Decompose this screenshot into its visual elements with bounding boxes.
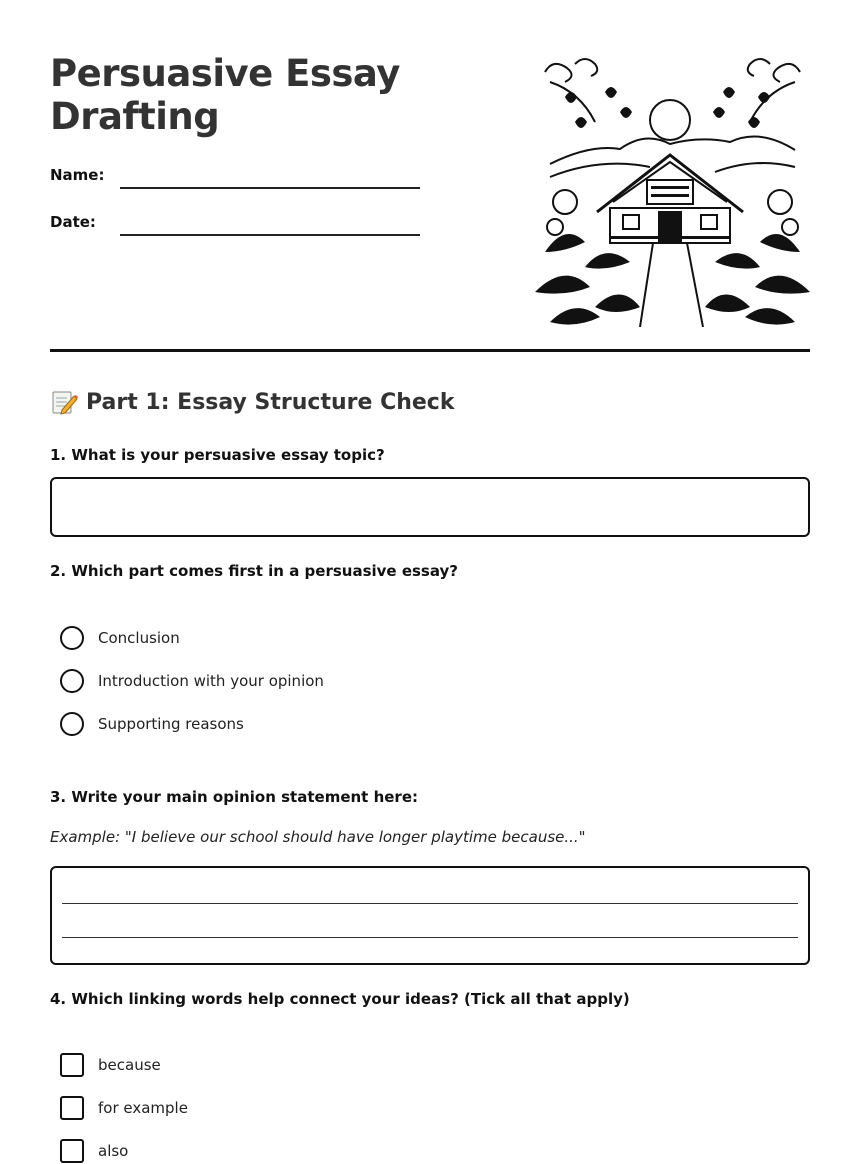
topic-answer-box[interactable] bbox=[50, 477, 810, 537]
checkbox-option[interactable] bbox=[60, 1095, 188, 1121]
checkbox-icon[interactable] bbox=[60, 1053, 84, 1077]
section-title-text: Part 1: Essay Structure Check bbox=[86, 389, 455, 415]
memo-icon bbox=[50, 388, 78, 416]
checkbox-icon[interactable] bbox=[60, 1096, 84, 1120]
radio-option-label: Supporting reasons bbox=[98, 715, 244, 733]
question-4: 4. Which linking words help connect your ideas? (Tick all that apply) bbox=[50, 990, 630, 1008]
date-label: Date: bbox=[50, 213, 96, 231]
section-title-part1 bbox=[50, 388, 454, 416]
name-field[interactable] bbox=[120, 187, 420, 189]
radio-circle-icon[interactable] bbox=[60, 669, 84, 693]
question-2: 2. Which part comes first in a persuasive essay? bbox=[50, 562, 458, 580]
worksheet-page bbox=[50, 0, 810, 1161]
checkbox-option[interactable] bbox=[60, 1138, 128, 1164]
checkbox-option-label: also bbox=[98, 1142, 129, 1160]
writing-line bbox=[62, 903, 798, 904]
checkbox-icon[interactable] bbox=[60, 1139, 84, 1163]
radio-option-label: Conclusion bbox=[98, 629, 180, 647]
opinion-answer-box[interactable] bbox=[50, 866, 810, 965]
radio-option[interactable] bbox=[60, 625, 180, 651]
checkbox-option[interactable] bbox=[60, 1052, 161, 1078]
house-in-jungle-illustration-icon bbox=[535, 52, 810, 327]
name-label: Name: bbox=[50, 166, 105, 184]
radio-circle-icon[interactable] bbox=[60, 626, 84, 650]
page-title: Persuasive Essay Drafting bbox=[50, 52, 400, 138]
section-divider bbox=[50, 349, 810, 352]
radio-option-label: Introduction with your opinion bbox=[98, 672, 324, 690]
question-1: 1. What is your persuasive essay topic? bbox=[50, 446, 385, 464]
radio-circle-icon[interactable] bbox=[60, 712, 84, 736]
radio-option[interactable] bbox=[60, 711, 244, 737]
question-3: 3. Write your main opinion statement here: bbox=[50, 788, 418, 806]
radio-option[interactable] bbox=[60, 668, 324, 694]
checkbox-option-label: because bbox=[98, 1056, 161, 1074]
example-text: Example: "I believe our school should have longer playtime because..." bbox=[50, 828, 586, 846]
date-field[interactable] bbox=[120, 234, 420, 236]
writing-line bbox=[62, 937, 798, 938]
checkbox-option-label: for example bbox=[98, 1099, 188, 1117]
